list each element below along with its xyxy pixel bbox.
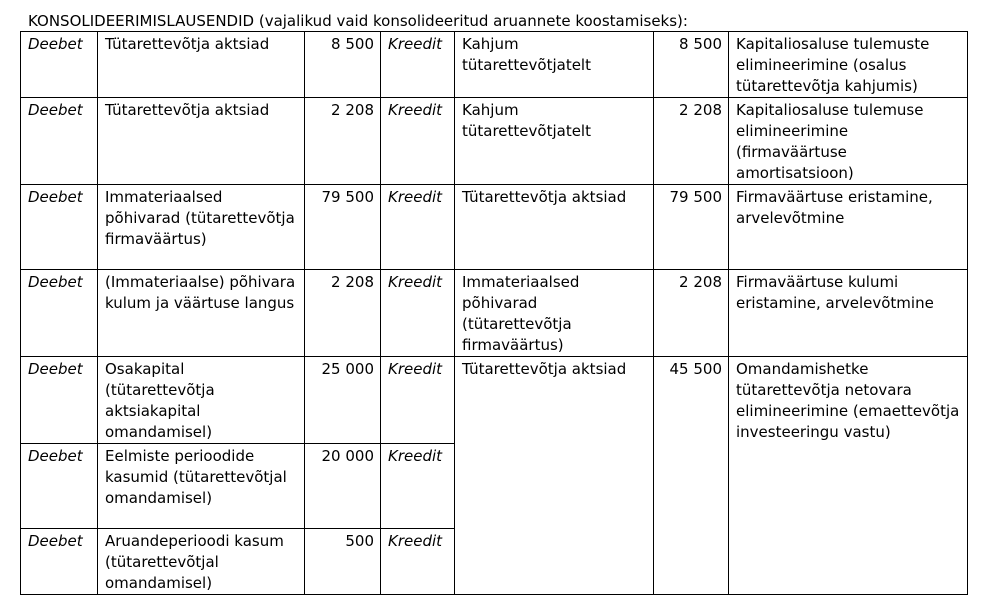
entry-row-2	[21, 98, 968, 185]
credit-account: Tütarettevõtja aktsiad	[455, 185, 654, 270]
credit-side-label: Kreedit	[381, 270, 455, 357]
debit-account: Immateriaalsed põhivarad (tütarettevõtja firmaväärtus)	[98, 185, 305, 270]
entry-row-3	[21, 185, 968, 270]
document-heading: KONSOLIDEERIMISLAUSENDID (vajalikud vaid konsolideeritud aruannete koostamiseks):	[28, 12, 688, 30]
entry-explanation: Firmaväärtuse eristamine, arvelevõtmine	[729, 185, 968, 270]
debit-side-label: Deebet	[21, 32, 98, 98]
debit-account: Tütarettevõtja aktsiad	[98, 98, 305, 185]
debit-amount: 79 500	[305, 185, 381, 270]
debit-account: Eelmiste perioodide kasumid (tütarettevõtjal omandamisel)	[98, 444, 305, 529]
debit-amount: 2 208	[305, 98, 381, 185]
credit-amount: 8 500	[654, 32, 729, 98]
debit-amount: 25 000	[305, 357, 381, 444]
credit-amount: 79 500	[654, 185, 729, 270]
group-entry-row-1	[21, 357, 968, 444]
credit-side-label: Kreedit	[381, 98, 455, 185]
credit-account: Kahjum tütarettevõtjatelt	[455, 32, 654, 98]
credit-side-label: Kreedit	[381, 357, 455, 444]
debit-side-label: Deebet	[21, 270, 98, 357]
debit-side-label: Deebet	[21, 357, 98, 444]
entry-row-4	[21, 270, 968, 357]
group-credit-account: Tütarettevõtja aktsiad	[455, 357, 654, 595]
debit-account: Aruandeperioodi kasum (tütarettevõtjal omandamisel)	[98, 529, 305, 595]
credit-side-label: Kreedit	[381, 529, 455, 595]
credit-side-label: Kreedit	[381, 32, 455, 98]
credit-side-label: Kreedit	[381, 444, 455, 529]
entry-explanation: Kapitaliosaluse tulemuse elimineerimine (firmaväärtuse amortisatsioon)	[729, 98, 968, 185]
debit-account: (Immateriaalse) põhivara kulum ja väärtuse langus	[98, 270, 305, 357]
debit-account: Osakapital (tütarettevõtja aktsiakapital omandamisel)	[98, 357, 305, 444]
group-entry-explanation: Omandamishetke tütarettevõtja netovara elimineerimine (emaettevõtja investeeringu vastu)	[729, 357, 968, 595]
debit-amount: 500	[305, 529, 381, 595]
group-credit-amount: 45 500	[654, 357, 729, 595]
debit-account: Tütarettevõtja aktsiad	[98, 32, 305, 98]
debit-amount: 2 208	[305, 270, 381, 357]
debit-amount: 8 500	[305, 32, 381, 98]
debit-side-label: Deebet	[21, 444, 98, 529]
entry-explanation: Kapitaliosaluse tulemuste elimineerimine (osalus tütarettevõtja kahjumis)	[729, 32, 968, 98]
consolidation-entries-table	[20, 31, 968, 595]
debit-side-label: Deebet	[21, 185, 98, 270]
credit-amount: 2 208	[654, 270, 729, 357]
debit-side-label: Deebet	[21, 98, 98, 185]
debit-side-label: Deebet	[21, 529, 98, 595]
entry-row-1	[21, 32, 968, 98]
entry-explanation: Firmaväärtuse kulumi eristamine, arvelevõtmine	[729, 270, 968, 357]
credit-side-label: Kreedit	[381, 185, 455, 270]
credit-amount: 2 208	[654, 98, 729, 185]
credit-account: Immateriaalsed põhivarad (tütarettevõtja firmaväärtus)	[455, 270, 654, 357]
debit-amount: 20 000	[305, 444, 381, 529]
credit-account: Kahjum tütarettevõtjatelt	[455, 98, 654, 185]
